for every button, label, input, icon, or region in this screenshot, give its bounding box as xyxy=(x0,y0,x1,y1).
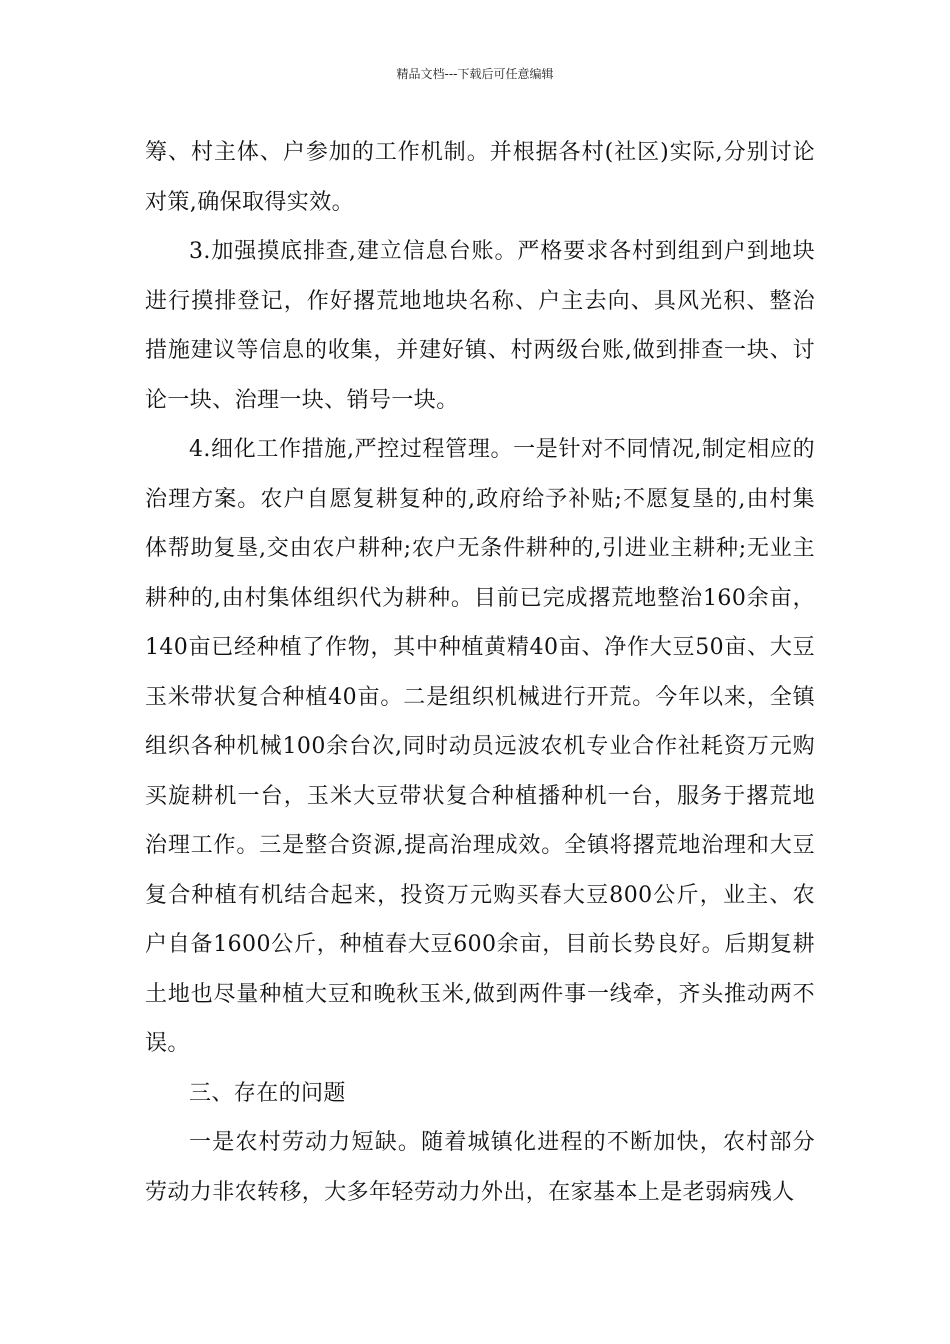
section-heading-problems: 三、存在的问题 xyxy=(189,1080,346,1106)
paragraph-item-4: 4.细化工作措施,严控过程管理。一是针对不同情况,制定相应的治理方案。农户自愿复耕复种的,政府给予补贴;不愿复垦的,由村集体帮助复垦,交由农户耕种;农户无条件耕种的,引进业主耕种;无业主耕种的,由村集体组织代为耕种。目前已完成撂荒地整治160余亩，140亩已经种植了作物，其中种植黄精40亩、净作大豆50亩、大豆玉米带状复合种植40亩。二是组织机械进行开荒。今年以来，全镇组织各种机械100余台次,同时动员远波农机专业合作社耗资万元购买旋耕机一台，玉米大豆带状复合种植播种机一台，服务于撂荒地治理工作。三是整合资源,提高治理成效。全镇将撂荒地治理和大豆复合种植有机结合起来，投资万元购买春大豆800公斤，业主、农户自备1600公斤，种植春大豆600余亩，目前长势良好。后期复耕土地也尽量种植大豆和晚秋玉米,做到两件事一线牵，齐头推动两不误。 xyxy=(145,437,815,1056)
paragraph-continuation: 筹、村主体、户参加的工作机制。并根据各村(社区)实际,分别讨论对策,确保取得实效。 xyxy=(145,140,815,215)
document-body xyxy=(145,128,815,1217)
paragraph-item-3: 3.加强摸底排查,建立信息台账。严格要求各村到组到户到地块进行摸排登记，作好撂荒地地块名称、户主去向、具风光积、整治措施建议等信息的收集，并建好镇、村两级台账,做到排查一块、讨论一块、治理一块、销号一块。 xyxy=(145,239,815,413)
paragraph-problem-1: 一是农村劳动力短缺。随着城镇化进程的不断加快，农村部分劳动力非农转移，大多年轻劳动力外出，在家基本上是老弱病残人 xyxy=(145,1130,815,1205)
page-header: 精品文档---下载后可任意编辑 xyxy=(396,67,554,81)
